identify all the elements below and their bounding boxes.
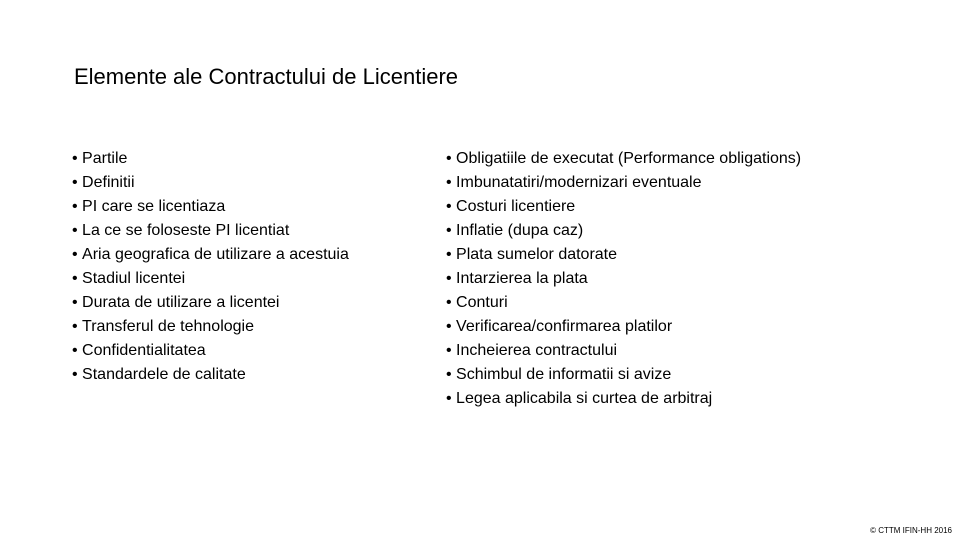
- list-item: • Stadiul licentei: [72, 267, 349, 291]
- list-item: • La ce se foloseste PI licentiat: [72, 219, 349, 243]
- list-item: • Standardele de calitate: [72, 363, 349, 387]
- list-item: • Schimbul de informatii si avize: [446, 363, 801, 387]
- slide-title: Elemente ale Contractului de Licentiere: [74, 64, 459, 89]
- list-item: • Intarzierea la plata: [446, 267, 801, 291]
- right-bullet-list: [446, 147, 801, 411]
- list-item: • Costuri licentiere: [446, 195, 801, 219]
- copyright-footer: © CTTM IFIN-HH 2016: [870, 526, 952, 535]
- list-item: • PI care se licentiaza: [72, 195, 349, 219]
- list-item: • Confidentialitatea: [72, 339, 349, 363]
- list-item: • Plata sumelor datorate: [446, 243, 801, 267]
- list-item: • Conturi: [446, 291, 801, 315]
- list-item: • Definitii: [72, 171, 349, 195]
- list-item: • Obligatiile de executat (Performance obligations): [446, 147, 801, 171]
- list-item: • Durata de utilizare a licentei: [72, 291, 349, 315]
- list-item: • Incheierea contractului: [446, 339, 801, 363]
- list-item: • Imbunatatiri/modernizari eventuale: [446, 171, 801, 195]
- list-item: • Legea aplicabila si curtea de arbitraj: [446, 387, 801, 411]
- list-item: • Aria geografica de utilizare a acestuia: [72, 243, 349, 267]
- list-item: • Transferul de tehnologie: [72, 315, 349, 339]
- list-item: • Inflatie (dupa caz): [446, 219, 801, 243]
- list-item: • Verificarea/confirmarea platilor: [446, 315, 801, 339]
- left-bullet-list: [72, 147, 349, 387]
- list-item: • Partile: [72, 147, 349, 171]
